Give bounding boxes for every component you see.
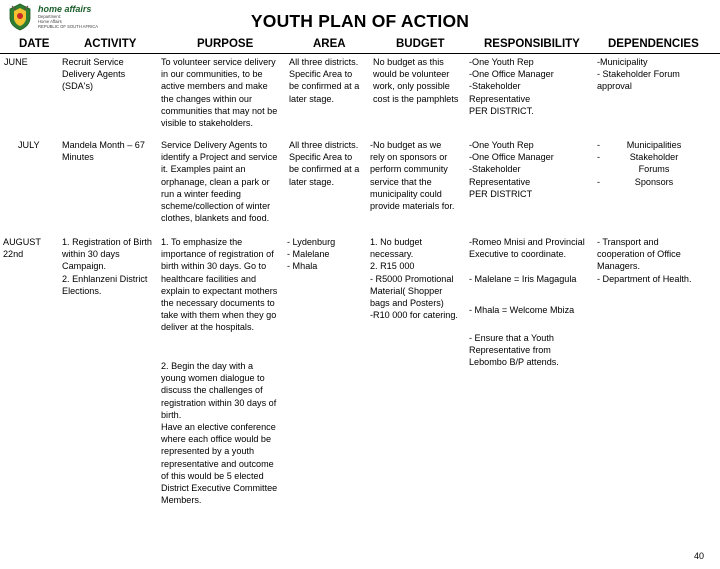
cell-line: Lebombo B/P attends. — [469, 357, 559, 368]
cell-line: All three districts. — [289, 57, 359, 67]
cell-line: provide materials for. — [370, 201, 455, 212]
cell-line: - — [597, 140, 601, 150]
table-cell-purpose — [161, 139, 277, 224]
cell-line: approval — [597, 81, 632, 92]
table-cell-area — [287, 236, 335, 273]
cell-line: -Stakeholder — [469, 81, 521, 92]
table-cell-budget — [373, 56, 458, 105]
cell-line: 22nd — [3, 249, 24, 260]
cell-line: discuss the challenges of — [161, 385, 263, 396]
cell-line: take with them when they go — [161, 310, 277, 321]
cell-line: - R5000 Promotional — [370, 273, 454, 284]
logo-sub-line: REPUBLIC OF SOUTH AFRICA — [38, 23, 99, 29]
cell-line: All three districts. — [289, 140, 359, 150]
cell-line: - Mhala — [287, 261, 318, 272]
column-header-dependencies: DEPENDENCIES — [608, 38, 699, 50]
table-cell-responsibility-lebombo — [469, 332, 559, 369]
column-header-responsibility: RESPONSIBILITY — [484, 38, 580, 50]
cell-line: 2. R15 000 — [370, 261, 415, 272]
page-title: YOUTH PLAN OF ACTION — [250, 11, 470, 31]
cell-line: - Transport and — [597, 237, 659, 247]
cell-line: - — [597, 176, 601, 187]
cell-line: birth within 30 days. Go to — [161, 261, 267, 272]
table-cell-budget — [370, 139, 454, 212]
cell-line: -One Youth Rep — [469, 140, 534, 150]
column-header-purpose: PURPOSE — [197, 38, 254, 50]
cell-line: JULY — [18, 140, 40, 150]
cell-line: Specific Area to — [289, 152, 353, 163]
cell-line: be confirmed at a — [289, 164, 360, 175]
cell-line: birth. — [161, 409, 182, 420]
table-cell-budget — [370, 236, 458, 321]
cell-line: deliver at the hospitals. — [161, 322, 255, 333]
cell-line: cost is the pamphlets — [373, 93, 459, 104]
table-cell-date — [18, 139, 40, 151]
cell-line: bags and Posters) — [370, 298, 444, 309]
cell-line: Mandela Month – 67 — [62, 140, 145, 150]
cell-line: explain to expectant mothers — [161, 285, 278, 296]
table-cell-activity — [62, 139, 145, 163]
cell-line: later stage. — [289, 176, 334, 187]
cell-line: representative and outcome — [161, 458, 274, 469]
cell-line: visible to stakeholders. — [161, 118, 253, 129]
cell-line: - Malelane = Iris Magagula — [469, 274, 577, 284]
table-cell-dependencies — [597, 56, 680, 93]
cell-line: identify a Project and service — [161, 152, 278, 163]
cell-line: -One Office Manager — [469, 69, 554, 80]
cell-line: run a winter feeding — [161, 188, 241, 199]
cell-line: the changes within our — [161, 93, 252, 104]
cell-line: Managers. — [597, 261, 640, 272]
cell-line: -Romeo Mnisi and Provincial — [469, 237, 585, 247]
cell-line: PER DISTRICT. — [469, 105, 534, 116]
cell-line: AUGUST — [3, 237, 41, 247]
cell-line: Stakeholder — [629, 152, 679, 163]
cell-line: be confirmed at a — [289, 81, 360, 92]
table-cell-responsibility — [469, 139, 554, 200]
table-cell-date — [4, 56, 28, 68]
cell-line: Representative — [469, 176, 531, 187]
cell-line: - Department of Health. — [597, 273, 692, 284]
cell-line: Sponsors — [634, 176, 674, 187]
cell-line: - Lydenburg — [287, 237, 336, 247]
cell-line: Have an elective conference — [161, 422, 276, 433]
cell-line: perform community — [370, 164, 448, 175]
cell-line: Elections. — [62, 285, 102, 296]
table-cell-dependencies — [612, 139, 696, 188]
column-header-budget: BUDGET — [396, 38, 445, 50]
cell-line: 1. To emphasize the — [161, 237, 243, 247]
cell-line: -One Office Manager — [469, 152, 554, 163]
cell-line: Representative — [469, 93, 531, 104]
cell-line: Service Delivery Agents to — [161, 140, 268, 150]
cell-line: young women dialogue to — [161, 373, 265, 384]
cell-line: municipality could — [370, 188, 442, 199]
cell-line: registration within 30 days of — [161, 397, 277, 408]
cell-line: Specific Area to — [289, 69, 353, 80]
cell-line: necessary. — [370, 249, 414, 260]
cell-line: communities that may not be — [161, 105, 278, 116]
cell-line: - Mhala = Welcome Mbiza — [469, 305, 575, 315]
cell-line: Executive to coordinate. — [469, 249, 567, 260]
cell-line: 1. Registration of Birth — [62, 237, 152, 247]
cell-line: Delivery Agents — [62, 69, 126, 80]
cell-line: scheme/collection of winter — [161, 201, 271, 212]
table-cell-activity — [62, 56, 125, 93]
table-cell-responsibility-mhala — [469, 304, 574, 316]
cell-line: Recruit Service — [62, 57, 124, 67]
table-cell-dependencies — [597, 236, 692, 285]
cell-line: 2. Enhlanzeni District — [62, 273, 148, 284]
cell-line: within 30 days — [62, 249, 120, 260]
table-cell-dependency-bullets — [597, 139, 600, 188]
cell-line: where each office would be — [161, 434, 272, 445]
cell-line: No budget as this — [373, 57, 444, 67]
cell-line: To volunteer service delivery — [161, 57, 276, 67]
table-cell-activity — [62, 236, 152, 297]
cell-line: importance of registration of — [161, 249, 274, 260]
cell-line: would be volunteer — [373, 69, 450, 80]
cell-line: clothes, blankets and food. — [161, 213, 270, 224]
logo-sub-line: Department: — [38, 14, 62, 19]
logo-sub-line: Home Affairs — [38, 18, 62, 24]
cell-line: 1. No budget — [370, 237, 423, 247]
table-cell-purpose-part-2 — [161, 360, 277, 506]
cell-line: District Executive Committee — [161, 483, 278, 494]
cell-line: PER DISTRICT — [469, 188, 533, 199]
table-cell-area — [289, 139, 359, 188]
table-cell-responsibility-malelane — [469, 273, 576, 285]
cell-line: Material( Shopper — [370, 285, 443, 296]
cell-line: it. Examples paint an — [161, 164, 246, 175]
cell-line: -One Youth Rep — [469, 57, 534, 67]
table-cell-responsibility — [469, 236, 585, 260]
table-cell-date — [3, 236, 41, 260]
cell-line: - Stakeholder Forum — [597, 69, 680, 80]
cell-line: represented by a youth — [161, 446, 255, 457]
table-cell-purpose — [161, 236, 277, 334]
cell-line: -Municipality — [597, 57, 648, 67]
cell-line: - Ensure that a Youth — [469, 333, 554, 343]
cell-line: later stage. — [289, 93, 334, 104]
cell-line: of this would be 5 elected — [161, 470, 264, 481]
cell-line: JUNE — [4, 57, 28, 67]
cell-line: -R10 000 for catering. — [370, 310, 458, 321]
cell-line: -No budget as we — [370, 140, 442, 150]
table-cell-purpose — [161, 56, 277, 129]
column-header-date: DATE — [19, 38, 50, 50]
cell-line: orphanage, clean a park or — [161, 176, 270, 187]
page-number: 40 — [693, 551, 704, 561]
cell-line: Municipalities — [626, 140, 682, 150]
table-cell-area — [289, 56, 359, 105]
logo-org-name: home affairs — [38, 4, 92, 14]
cell-line: Forums — [638, 164, 670, 175]
cell-line: in our communities, to be — [161, 69, 263, 80]
cell-line: healthcare facilities and — [161, 273, 257, 284]
table-cell-responsibility — [469, 56, 554, 117]
column-header-activity: ACTIVITY — [84, 38, 137, 50]
cell-line: the necessary documents to — [161, 298, 275, 309]
cell-line: -Stakeholder — [469, 164, 521, 175]
cell-line: Members. — [161, 495, 202, 506]
cell-line: work, only possible — [373, 81, 450, 92]
header-divider — [0, 53, 720, 54]
cell-line: Representative from — [469, 345, 551, 356]
cell-line: Minutes — [62, 152, 94, 163]
cell-line: - — [597, 152, 601, 163]
cell-line: cooperation of Office — [597, 249, 681, 260]
cell-line: Campaign. — [62, 261, 106, 272]
cell-line: (SDA's) — [62, 81, 94, 92]
cell-line: rely on sponsors or — [370, 152, 448, 163]
cell-line: service that the — [370, 176, 432, 187]
cell-line — [597, 163, 600, 175]
column-header-area: AREA — [313, 38, 346, 50]
cell-line: active members and make — [161, 81, 268, 92]
cell-line: - Malelane — [287, 249, 330, 260]
cell-line: 2. Begin the day with a — [161, 361, 254, 371]
